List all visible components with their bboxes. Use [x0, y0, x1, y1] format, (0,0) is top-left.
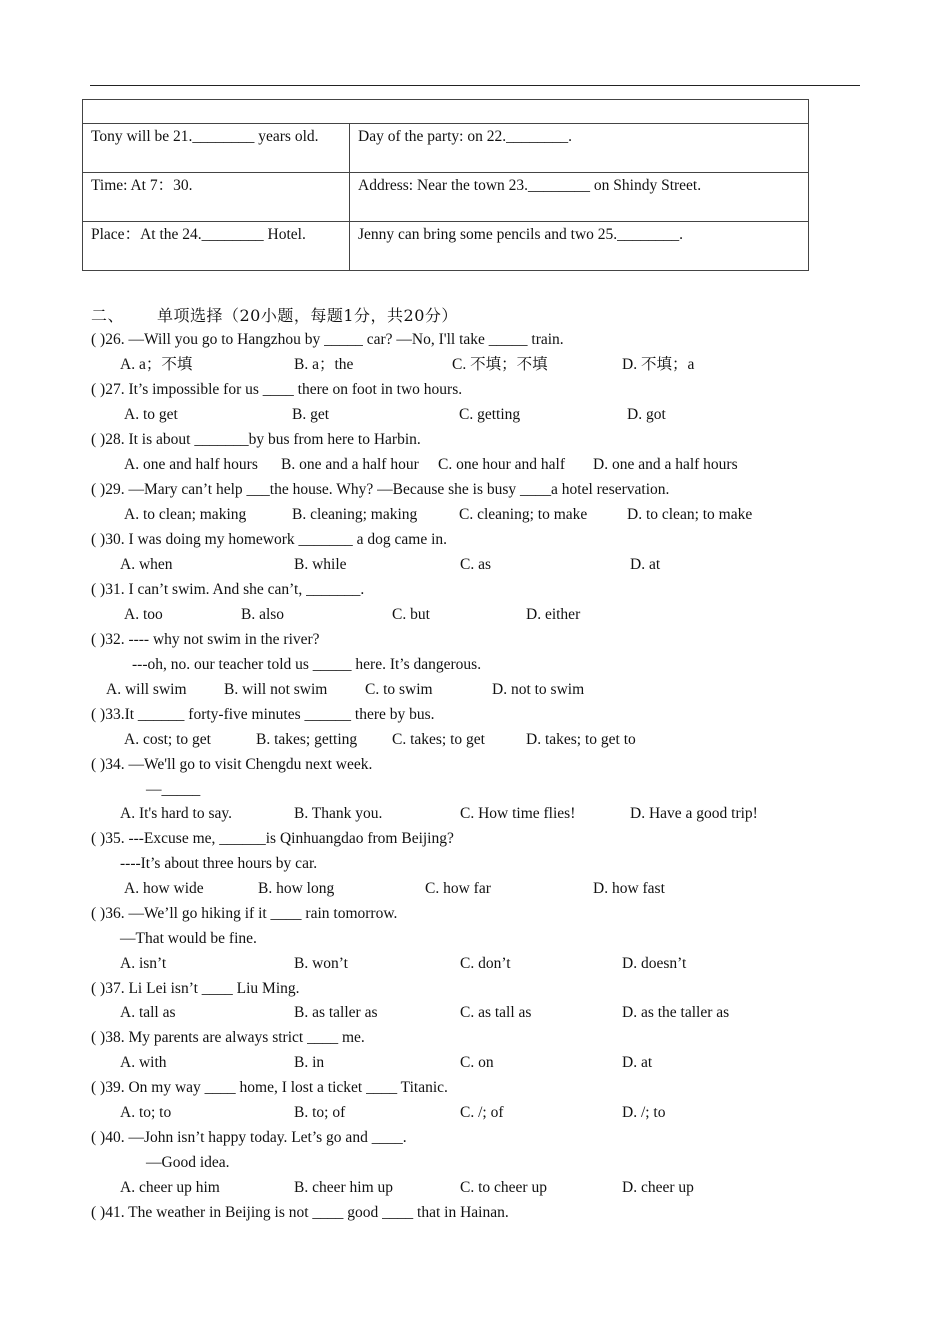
option-c: C. to swim: [365, 681, 433, 698]
question-27: ( )27. It’s impossible for us ____ there on foot in two hours.: [91, 381, 463, 398]
option-b: B. will not swim: [224, 681, 328, 698]
table-cell: Place：At the 24.________ Hotel.: [83, 222, 350, 271]
option-c: C. getting: [459, 406, 521, 423]
option-a: A. to; to: [120, 1104, 172, 1121]
party-info-table: [82, 99, 809, 271]
question-36: ( )36. —We’ll go hiking if it ____ rain tomorrow.: [91, 905, 398, 922]
option-a: A. isn’t: [120, 955, 167, 972]
option-d: D. at: [630, 556, 661, 573]
option-d: D. one and a half hours: [593, 456, 738, 473]
question-31: ( )31. I can’t swim. And she can’t, _______.: [91, 581, 365, 598]
option-a: A. to clean; making: [124, 506, 247, 523]
option-d: D. to clean; to make: [627, 506, 753, 523]
option-c: C. on: [460, 1054, 494, 1071]
option-c: C. as tall as: [460, 1004, 532, 1021]
option-a: A. too: [124, 606, 163, 623]
table-row: [83, 124, 809, 173]
option-d: D. cheer up: [622, 1179, 694, 1196]
option-a: A. cost; to get: [124, 731, 211, 748]
question-34: ( )34. —We'll go to visit Chengdu next week.: [91, 756, 373, 773]
option-a: A. one and half hours: [124, 456, 258, 473]
option-d: D. how fast: [593, 880, 665, 897]
question-35-reply: ----It’s about three hours by car.: [120, 855, 318, 872]
option-b: B. how long: [258, 880, 335, 897]
question-38: ( )38. My parents are always strict ____ me.: [91, 1029, 365, 1046]
option-b: B. while: [294, 556, 347, 573]
option-c: C. to cheer up: [460, 1179, 547, 1196]
option-a: A. how wide: [124, 880, 204, 897]
option-b: B. also: [241, 606, 285, 623]
table-cell: Day of the party: on 22.________.: [350, 124, 809, 173]
option-b: B. won’t: [294, 955, 348, 972]
option-b: B. a；the: [294, 356, 354, 373]
option-b: B. to; of: [294, 1104, 346, 1121]
option-b: B. one and a half hour: [281, 456, 419, 473]
option-a: A. cheer up him: [120, 1179, 220, 1196]
question-40: ( )40. —John isn’t happy today. Let’s go and ____.: [91, 1129, 407, 1146]
option-d: D. as the taller as: [622, 1004, 730, 1021]
option-c: C. cleaning; to make: [459, 506, 588, 523]
option-a: A. tall as: [120, 1004, 176, 1021]
table-cell: Jenny can bring some pencils and two 25.________.: [350, 222, 809, 271]
option-a: A. will swim: [106, 681, 187, 698]
option-d: D. either: [526, 606, 581, 623]
option-c: C. 不填；不填: [452, 356, 548, 373]
option-a: A. a；不填: [120, 356, 193, 373]
option-a: A. It's hard to say.: [120, 805, 232, 822]
option-c: C. but: [392, 606, 430, 623]
section-title: [91, 303, 458, 326]
option-d: D. 不填；a: [622, 356, 695, 373]
question-29: ( )29. —Mary can’t help ___the house. Why? —Because she is busy ____a hotel reservation.: [91, 481, 670, 498]
table-cell: Time: At 7：30.: [83, 173, 350, 222]
option-d: D. Have a good trip!: [630, 805, 758, 822]
option-b: B. cleaning; making: [292, 506, 418, 523]
question-34-reply: —_____: [146, 781, 201, 798]
table-row: [83, 173, 809, 222]
option-c: C. don’t: [460, 955, 511, 972]
option-c: C. as: [460, 556, 491, 573]
option-b: B. cheer him up: [294, 1179, 394, 1196]
option-b: B. takes; getting: [256, 731, 358, 748]
option-b: B. in: [294, 1054, 325, 1071]
option-c: C. /; of: [460, 1104, 504, 1121]
option-c: C. one hour and half: [438, 456, 565, 473]
option-c: C. how far: [425, 880, 491, 897]
header-rule: [90, 85, 860, 86]
option-d: D. got: [627, 406, 666, 423]
question-28: ( )28. It is about _______by bus from here to Harbin.: [91, 431, 421, 448]
section-heading: 单项选择（20小题，每题1分，共20分）: [157, 306, 458, 325]
question-37: ( )37. Li Lei isn’t ____ Liu Ming.: [91, 980, 300, 997]
option-b: B. as taller as: [294, 1004, 378, 1021]
question-41: ( )41. The weather in Beijing is not ____ good ____ that in Hainan.: [91, 1204, 509, 1221]
option-a: A. to get: [124, 406, 178, 423]
option-d: D. at: [622, 1054, 653, 1071]
question-33: ( )33.It ______ forty-five minutes ______ there by bus.: [91, 706, 435, 723]
question-40-reply: —Good idea.: [146, 1154, 230, 1171]
question-35: ( )35. ---Excuse me, ______is Qinhuangdao from Beijing?: [91, 830, 454, 847]
question-26: ( )26. —Will you go to Hangzhou by _____ car? —No, I'll take _____ train.: [91, 331, 564, 348]
question-32: ( )32. ---- why not swim in the river?: [91, 631, 320, 648]
option-b: B. Thank you.: [294, 805, 383, 822]
question-36-reply: —That would be fine.: [120, 930, 257, 947]
option-d: D. doesn’t: [622, 955, 687, 972]
section-number: 二、: [91, 306, 125, 325]
option-b: B. get: [292, 406, 330, 423]
question-32-reply: ---oh, no. our teacher told us _____ here. It’s dangerous.: [132, 656, 482, 673]
question-39: ( )39. On my way ____ home, I lost a ticket ____ Titanic.: [91, 1079, 448, 1096]
question-30: ( )30. I was doing my homework _______ a dog came in.: [91, 531, 448, 548]
option-d: D. not to swim: [492, 681, 585, 698]
option-a: A. with: [120, 1054, 167, 1071]
table-header-row: [83, 100, 809, 124]
option-d: D. takes; to get to: [526, 731, 636, 748]
option-c: C. takes; to get: [392, 731, 485, 748]
option-d: D. /; to: [622, 1104, 666, 1121]
option-a: A. when: [120, 556, 173, 573]
table-cell: Address: Near the town 23.________ on Shindy Street.: [350, 173, 809, 222]
table-row: [83, 222, 809, 271]
option-c: C. How time flies!: [460, 805, 576, 822]
table-cell: Tony will be 21.________ years old.: [83, 124, 350, 173]
